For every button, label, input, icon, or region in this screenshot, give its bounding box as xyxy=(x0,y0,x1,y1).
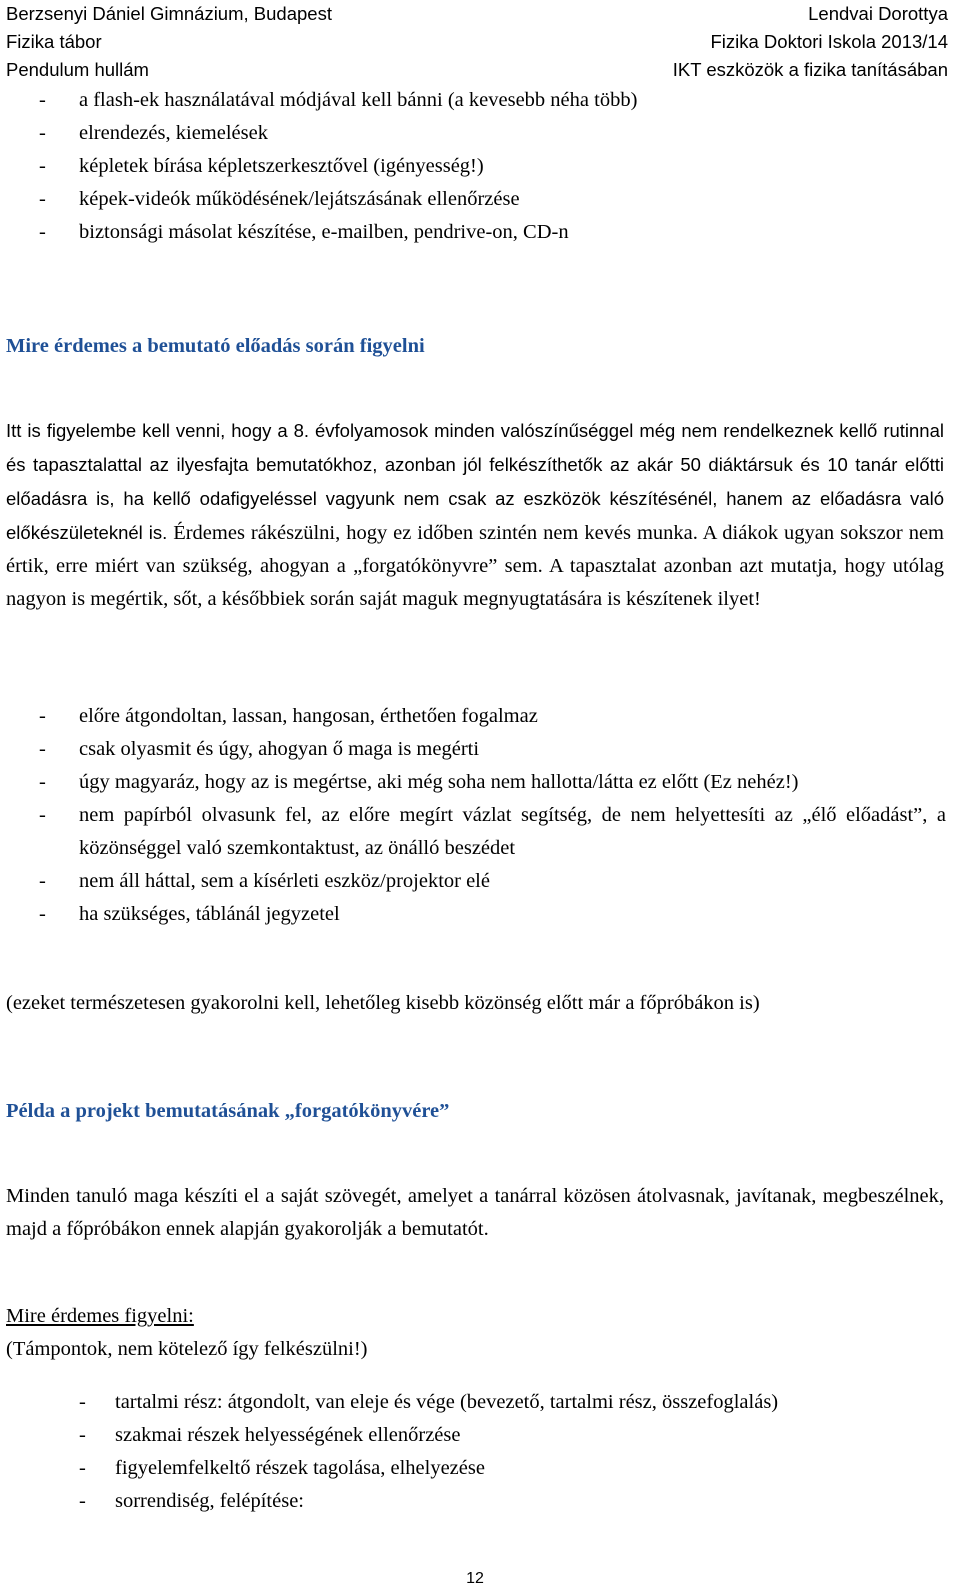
header-camp: Fizika tábor xyxy=(6,31,102,52)
list-item xyxy=(6,799,946,865)
list-item-text: figyelemfelkeltő részek tagolása, elhelyezése xyxy=(115,1457,485,1479)
list-item xyxy=(6,1419,946,1452)
header-author: Lendvai Dorottya xyxy=(808,3,948,24)
header-row-1 xyxy=(6,0,948,28)
list-dash: - xyxy=(39,870,46,892)
list-dash: - xyxy=(39,122,46,144)
list-item-text: úgy magyaráz, hogy az is megértse, aki még soha nem hallotta/látta ez előtt (Ez nehéz!) xyxy=(79,771,799,793)
list-item-text: ha szükséges, táblánál jegyzetel xyxy=(79,903,340,925)
script-checklist xyxy=(6,1386,946,1518)
list-item xyxy=(6,766,946,799)
list-dash: - xyxy=(79,1391,86,1413)
list-item xyxy=(6,1452,946,1485)
list-item xyxy=(6,1485,946,1518)
list-dash: - xyxy=(39,89,46,111)
header-school: Berzsenyi Dániel Gimnázium, Budapest xyxy=(6,3,332,24)
list-item-text: képletek bírása képletszerkesztővel (igényesség!) xyxy=(79,155,484,177)
page-number: 12 xyxy=(466,1570,484,1587)
list-item xyxy=(6,898,946,931)
list-dash: - xyxy=(79,1490,86,1512)
list-dash: - xyxy=(79,1424,86,1446)
presentation-tips-list xyxy=(6,84,946,249)
list-item-text: tartalmi rész: átgondolt, van eleje és vége (bevezető, tartalmi rész, összefoglalás) xyxy=(115,1391,779,1413)
practice-note: (ezeket természetesen gyakorolni kell, lehetőleg kisebb közönség előtt már a főpróbákon is) xyxy=(6,992,760,1014)
list-item-text: sorrendiség, felépítése: xyxy=(115,1490,304,1512)
list-item-text: nem papírból olvasunk fel, az előre megírt vázlat segítség, de nem helyettesíti az „élő előadást”, a közönséggel való szemkontaktust, az önálló beszédet xyxy=(79,804,946,859)
list-item-text: elrendezés, kiemelések xyxy=(79,122,268,144)
list-item xyxy=(6,216,946,249)
list-item xyxy=(6,733,946,766)
list-item-text: előre átgondoltan, lassan, hangosan, érthetően fogalmaz xyxy=(79,705,538,727)
list-dash: - xyxy=(79,1457,86,1479)
list-item-text: nem áll háttal, sem a kísérleti eszköz/projektor elé xyxy=(79,870,490,892)
list-dash: - xyxy=(39,155,46,177)
header-row-3 xyxy=(6,56,948,84)
script-paragraph: Minden tanuló maga készíti el a saját szövegét, amelyet a tanárral közösen átolvasnak, javítanak, megbeszélnek, majd a főpróbákon ennek alapján gyakorolják a bemutatót. xyxy=(6,1185,944,1240)
list-item xyxy=(6,84,946,117)
list-dash: - xyxy=(39,221,46,243)
list-dash: - xyxy=(39,705,46,727)
list-dash: - xyxy=(39,738,46,760)
list-dash: - xyxy=(39,903,46,925)
list-item-text: biztonsági másolat készítése, e-mailben, pendrive-on, CD-n xyxy=(79,221,569,243)
header-school-program: Fizika Doktori Iskola 2013/14 xyxy=(710,31,948,52)
list-item-text: képek-videók működésének/lejátszásának ellenőrzése xyxy=(79,188,520,210)
list-item xyxy=(6,865,946,898)
intro-paragraph xyxy=(6,414,944,616)
list-item-text: a flash-ek használatával módjával kell bánni (a kevesebb néha több) xyxy=(79,89,638,111)
intro-paragraph-sans: Itt is figyelembe kell venni, hogy a 8. évfolyamosok minden valószínűséggel még nem rendelkeznek kellő rutinnal és tapasztalattal az ilyesfajta bemutatókhoz, azonban jól felkészíthetők az akár 50 diáktársuk és 10 tanár előtti előadásra is, ha kellő odafigyeléssel vagyunk nem csak az eszközök készítésénél, hanem az előadásra való előkészületeknél is. xyxy=(6,420,944,543)
subheading: Mire érdemes figyelni: xyxy=(6,1305,194,1327)
list-item xyxy=(6,1386,946,1419)
list-item-text: csak olyasmit és úgy, ahogyan ő maga is megérti xyxy=(79,738,480,760)
header-topic: Pendulum hullám xyxy=(6,59,149,80)
list-item-text: szakmai részek helyességének ellenőrzése xyxy=(115,1424,461,1446)
section-heading: Példa a projekt bemutatásának „forgatókönyvére” xyxy=(6,1100,450,1122)
list-item xyxy=(6,117,946,150)
speaking-guidelines-list xyxy=(6,700,946,931)
header-course: IKT eszközök a fizika tanításában xyxy=(672,59,948,80)
list-item xyxy=(6,183,946,216)
header-row-2 xyxy=(6,28,948,56)
subheading-note: (Támpontok, nem kötelező így felkészülni!) xyxy=(6,1338,368,1360)
section-heading: Mire érdemes a bemutató előadás során figyelni xyxy=(6,335,425,357)
list-item xyxy=(6,150,946,183)
page-header xyxy=(6,0,948,90)
list-dash: - xyxy=(39,771,46,793)
intro-paragraph-serif: Érdemes rákészülni, hogy ez időben szintén nem kevés munka. A diákok ugyan sokszor nem értik, erre miért van szükség, ahogyan a „forgatókönyvre” sem. A tapasztalat azonban azt mutatja, hogy utólag nagyon is megértik, sőt, a későbbiek során saját maguk megnyugtatására is készítenek ilyet! xyxy=(6,522,944,610)
list-dash: - xyxy=(39,804,46,826)
list-item xyxy=(6,700,946,733)
list-dash: - xyxy=(39,188,46,210)
